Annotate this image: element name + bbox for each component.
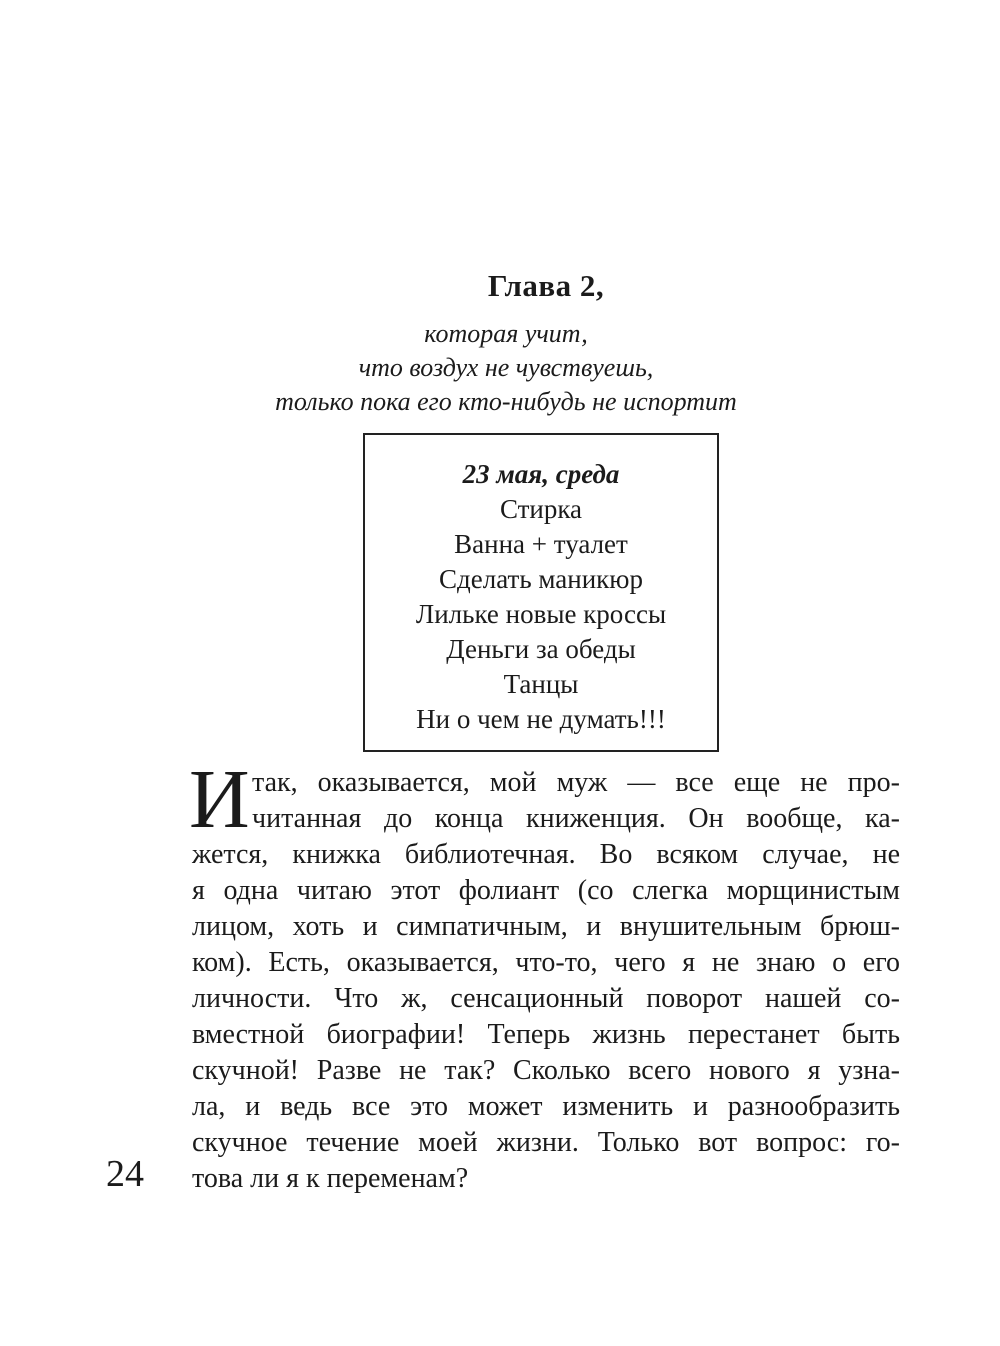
chapter-subtitle-line-3: только пока его кто-нибудь не испортит — [275, 387, 737, 416]
body-line: читанная до конца книженция. Он вообще, ка- — [252, 803, 900, 834]
body-line: скучной! Разве не так? Сколько всего нового я узна- — [192, 1055, 900, 1086]
body-line: личности. Что ж, сенсационный поворот нашей со- — [192, 983, 900, 1014]
body-line: ла, и ведь все это может изменить и разнообразить — [192, 1091, 900, 1122]
todo-item: Лильке новые кроссы — [415, 599, 667, 629]
chapter-subtitle — [152, 317, 860, 419]
body-paragraph — [192, 765, 900, 1197]
body-line: това ли я к переменам? — [192, 1163, 469, 1194]
body-line: вместной биографии! Теперь жизнь перестанет быть — [192, 1019, 900, 1050]
todo-box-date-title: 23 мая, среда — [462, 459, 620, 489]
todo-item: Танцы — [503, 669, 579, 699]
todo-item: Стирка — [499, 494, 583, 524]
body-line: лицом, хоть и симпатичным, и внушительным брюш- — [192, 911, 900, 942]
chapter-title: Глава 2, — [487, 268, 605, 303]
diary-todo-box — [363, 433, 719, 752]
body-line: я одна читаю этот фолиант (со слегка морщинистым — [192, 875, 900, 906]
chapter-subtitle-line-1: которая учит, — [424, 319, 588, 348]
body-line: ком). Есть, оказывается, что-то, чего я не знаю о его — [192, 947, 900, 978]
body-line: скучное течение моей жизни. Только вот вопрос: го- — [192, 1127, 900, 1158]
todo-item: Ванна + туалет — [454, 529, 628, 559]
todo-item: Деньги за обеды — [446, 634, 636, 664]
todo-item: Сделать маникюр — [439, 564, 643, 594]
page-number: 24 — [106, 1153, 144, 1195]
todo-item: Ни о чем не думать!!! — [416, 704, 666, 734]
chapter-subtitle-line-2: что воздух не чувствуешь, — [358, 353, 654, 382]
drop-cap-letter: И — [189, 753, 250, 846]
body-line: так, оказывается, мой муж — все еще не про- — [252, 767, 900, 798]
body-line: жется, книжка библиотечная. Во всяком случае, не — [192, 839, 900, 870]
